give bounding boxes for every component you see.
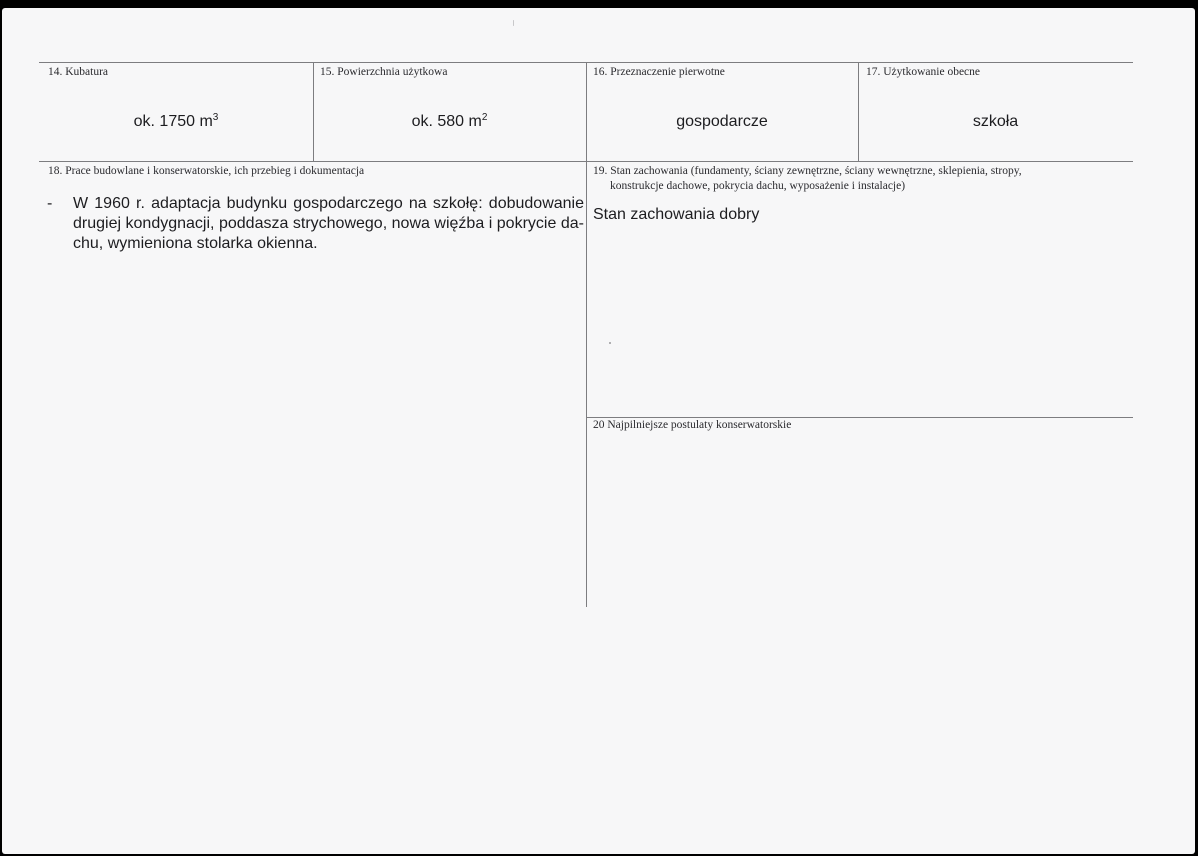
przeznaczenie-value: gospodarcze (676, 113, 768, 130)
postulaty-label: 20 Najpilniejsze postulaty konserwatorskie (593, 419, 792, 431)
scan-speck (513, 20, 514, 26)
uzytkowanie-value: szkoła (972, 113, 1019, 130)
prace-label: 18. Prace budowlane i konserwatorskie, ich przebieg i dokumentacja (48, 165, 365, 177)
stan-label-line-1: 19. Stan zachowania (fundamenty, ściany zewnętrzne, ściany wewnętrzne, sklepienia, stropy, (593, 165, 1022, 177)
kubatura-value-text: ok. 1750 m (133, 113, 213, 130)
prace-text-line-2: drugiej kondygnacji, poddasza strychowego, nowa więźba i pokrycie da- (73, 215, 584, 232)
uzytkowanie-label: 17. Użytkowanie obecne (866, 66, 981, 78)
prace-text-line-1: W 1960 r. adaptacja budynku gospodarczego na szkołę: dobudowanie (73, 195, 584, 212)
scan-speck (609, 342, 611, 344)
powierzchnia-value-text: ok. 580 m (411, 113, 482, 130)
kubatura-exponent: 3 (212, 112, 219, 123)
powierzchnia-label: 15. Powierzchnia użytkowa (320, 66, 448, 78)
form-sheet (2, 8, 1195, 854)
prace-bullet: - (47, 195, 53, 212)
stan-value: Stan zachowania dobry (593, 206, 760, 223)
prace-text-line-3: chu, wymieniona stolarka okienna. (73, 235, 318, 252)
przeznaczenie-label: 16. Przeznaczenie pierwotne (593, 66, 725, 78)
stan-label-line-2: konstrukcje dachowe, pokrycia dachu, wyposażenie i instalacje) (610, 180, 906, 192)
divider-center (586, 62, 587, 607)
kubatura-label: 14. Kubatura (48, 66, 109, 78)
kubatura-value (39, 112, 313, 132)
powierzchnia-exponent: 2 (481, 112, 488, 123)
powierzchnia-value (313, 112, 586, 132)
